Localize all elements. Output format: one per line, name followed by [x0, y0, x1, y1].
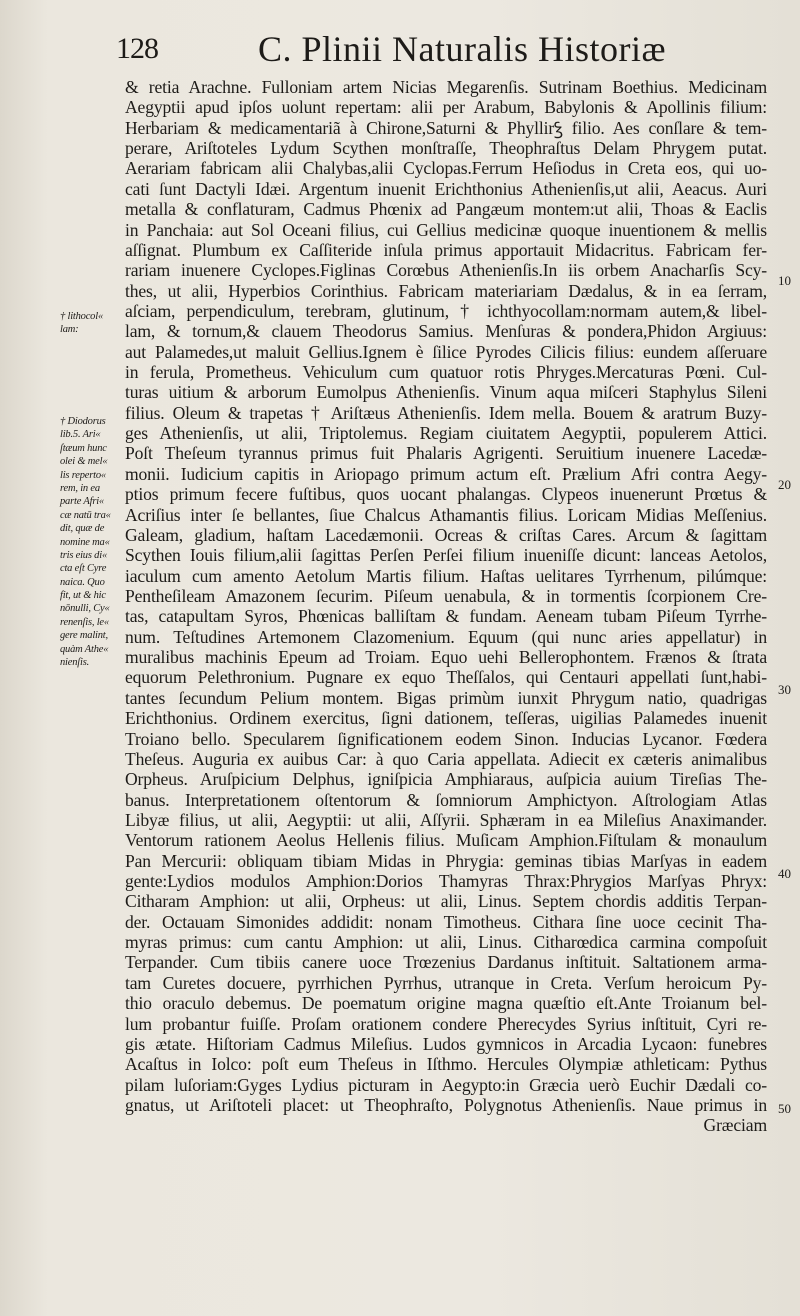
text-line: gente:Lydios modulos Amphion:Dorios Thamyras Thrax:Phrygios Marſyas Phryx:	[125, 871, 767, 892]
text-line: muralibus machinis Epeum ad Troiam. Equo uehi Bellerophontem. Frænos & ſtrata	[125, 647, 767, 668]
text-line: Pan Mercurii: obliquam tibiam Midas in Phrygia: geminas tibias Marſyas in eadem	[125, 850, 767, 871]
running-title: C. Plinii Naturalis Historiæ	[258, 29, 667, 69]
text-line: tantes ſecundum Pelium montem. Bigas primùm iunxit Phrygum natio, quadrigas	[125, 687, 767, 708]
text-line: Acaſtus in Iolco: poſt eum Theſeus in Iſthmo. Hercules Olympiæ athleticam: Pythus	[125, 1054, 767, 1075]
margin-note-line: olei & mel«	[60, 456, 108, 468]
margin-note-line: dit, quæ de	[60, 523, 105, 535]
text-line: turas uitium & arborum Eumolpus Athenienſis. Vinum aqua miſceri Staphylus Sileni	[125, 382, 767, 403]
margin-note-line: quàm Athe«	[60, 643, 109, 655]
margin-note-line: lis reperto«	[60, 469, 106, 481]
text-line: num. Teſtudines Artemonem Clazomenium. Equum (qui nunc aries appellatur) in	[125, 626, 767, 647]
text-line: Galeam, gladium, haſtam Lacedæmonii. Ocreas & criſtas Cares. Arcum & ſagittam	[125, 524, 767, 545]
text-line: Citharam Amphion: ut alii, Orpheus: ut alii, Linus. Septem chordis additis Terpan-	[125, 891, 767, 912]
text-line: in Panchaia: aut Sol Oceani filius, cui Gellius medicinæ quoque inuentionem & mellis	[125, 219, 767, 240]
margin-note-line: nōnulli, Cy«	[60, 603, 110, 615]
text-line: Acriſius inter ſe bellantes, ſiue Chalcus Athamantis filius. Loricam Midias Meſſenius.	[125, 504, 767, 525]
text-line: Terpander. Cum tibiis canere uoce Trœzenius Dardanus inſtituit. Saltationem arma-	[125, 952, 767, 973]
text-line: Libyæ filius, ut alii, Aegyptii: ut alii, Aſſyrii. Sphæram in ea Mileſius Anaximander.	[125, 809, 767, 830]
text-line: pilam luſoriam:Gyges Lydius picturam in Aegypto:in Græcia uerò Euchir Dædali co-	[125, 1074, 767, 1095]
margin-note-line: lam:	[60, 324, 79, 336]
margin-note-line: cta eſt Cyre	[60, 563, 107, 575]
text-line: Troiano bello. Specularem ſignificationem eodem Sinon. Inducias Lycanor. Fœdera	[125, 728, 767, 749]
margin-note	[60, 415, 122, 669]
page-number: 128	[116, 32, 158, 65]
line-number: 30	[778, 682, 791, 697]
text-line: Theſeus. Auguria ex auibus Car: à quo Caria appellata. Adiecit ex cæteris animalibus	[125, 748, 767, 769]
text-line: thes, ut alii, Hyperbios Corinthius. Fabricam materiariam Dædalus, & in ea ſerram,	[125, 280, 767, 301]
margin-note-line: lib.5. Ari«	[60, 429, 101, 441]
text-line: Pentheſileam Amazonem ſecurim. Piſeum uenabula, & in tormentis ſcorpionem Cre-	[125, 585, 767, 606]
margin-note-line: fit, ut & hic	[60, 590, 106, 602]
text-line: Poſt Theſeum tyrannus primus fuit Phalaris Agrigenti. Seruitium inuenere Lacedæ-	[125, 443, 767, 464]
text-line: lum probantur fuiſſe. Proſam orationem condere Pherecydes Syrius inſtituit, Cyri re-	[125, 1013, 767, 1034]
text-line: Herbariam & medicamentariã à Chirone,Saturni & Phyllirꝣ filio. Aes conſlare & tem-	[125, 117, 767, 138]
body-text	[125, 77, 767, 1136]
margin-note-line: † lithocol«	[60, 311, 104, 322]
text-line: Scythen Iouis filium,alii ſagittas Perſen Perſei filium inueniſſe dicunt: lanceas Aetolos,	[125, 545, 767, 566]
text-line: ges Athenienſis, ut alii, Triptolemus. Regiam ciuitatem Aegyptii, populerem Attici.	[125, 423, 767, 444]
text-line: metalla & conflaturam, Cadmus Phœnix ad Pangæum montem:ut alii, Thoas & Eaclis	[125, 199, 767, 220]
line-number: 50	[778, 1101, 791, 1116]
text-line: thio oraculo debemus. De poematum origine magna quæſtio eſt.Ante Troianum bel-	[125, 993, 767, 1014]
margin-note-line: gere malint,	[60, 630, 108, 642]
text-line: Aegyptii apud ipſos uolunt repertam: alii per Arabum, Babylonis & Apollinis filium:	[125, 97, 767, 118]
text-line: filius. Oleum & trapetas † Ariſtæus Athenienſis. Idem mella. Bouem & aratrum Buzy-	[125, 402, 767, 423]
text-line: der. Octauam Simonides addidit: nonam Timotheus. Cithara ſine uoce cecinit Tha-	[125, 911, 767, 932]
text-line: lam, & tornum,& clauem Theodorus Samius. Menſuras & pondera,Phidon Argiuus:	[125, 321, 767, 342]
margin-note	[60, 310, 122, 337]
text-line: in ferula, Prometheus. Vehiculum cum quatuor rotis Phryges.Mercaturas Pœni. Cul-	[125, 362, 767, 383]
line-number: 10	[778, 273, 791, 288]
line-number: 40	[778, 866, 791, 881]
margin-note-line: renenſis, le«	[60, 616, 109, 628]
text-line: ptios primum fecere fuſtibus, quos uocant phalangas. Clypeos inuenerunt Prœtus &	[125, 484, 767, 505]
margin-note-line: ſtæum hunc	[60, 442, 107, 454]
text-line: Ventorum rationem Aeolus Hellenis filius. Muſicam Amphion.Fiſtulam & monaulum	[125, 830, 767, 851]
line-number: 20	[778, 477, 791, 492]
margin-note-line: cæ natū tra«	[60, 509, 111, 521]
margin-note-line: parte Afri«	[60, 496, 104, 508]
text-line: aſciam, perpendiculum, terebram, glutinum, † ichthyocollam:normam autem,& libel-	[125, 300, 767, 321]
text-line: aut Palamedes,ut maluit Gellius.Ignem è ſilice Pyrodes Cilicis filius: eundem aſſeruare	[125, 341, 767, 362]
margin-note-line: † Diodorus	[60, 416, 106, 427]
margin-note-line: nomine ma«	[60, 536, 110, 548]
margin-note-line: naica. Quo	[60, 576, 105, 588]
text-line: monii. Iudicium capitis in Ariopago primum actum eſt. Prælium Afri contra Aegy-	[125, 463, 767, 484]
text-line: perare, Ariſtoteles Lydum Scythen monſtraſſe, Theophraſtus Delam Phrygem putat.	[125, 138, 767, 159]
text-line: & retia Arachne. Fulloniam artem Nicias Megarenſis. Sutrinam Boethius. Medicinam	[125, 77, 767, 97]
text-line: Græciam	[703, 1115, 767, 1136]
text-line: aſſignat. Plumbum ex Caſſiteride inſula primus apportauit Midacritus. Fabricam fer-	[125, 239, 767, 260]
text-line: rariam inuenere Cyclopes.Figlinas Corœbus Athenienſis.In iis orbem Anacharſis Scy-	[125, 260, 767, 281]
text-line: equorum Pelethronium. Pugnare ex equo Theſſalos, qui Centauri appellati ſunt,habi-	[125, 667, 767, 688]
margin-note-line: rem, in ea	[60, 482, 100, 494]
text-line: gnatus, ut Ariſtoteli placet: ut Theophraſto, Polygnotus Athenienſis. Naue primus in	[125, 1094, 767, 1115]
text-line: iaculum cum amento Aetolum Martis filium. Haſtas uelitares Tyrrhenum, pilúmque:	[125, 565, 767, 586]
text-line: Aerariam fabricam alii Chalybas,alii Cyclopas.Ferrum Heſiodus in Creta eos, qui uo-	[125, 158, 767, 179]
text-line: banus. Interpretationem oſtentorum & ſomniorum Amphictyon. Aſtrologiam Atlas	[125, 789, 767, 810]
text-line: tas, catapultam Syros, Phœnicas balliſtam & fundam. Aeneam tubam Piſeum Tyrrhe-	[125, 606, 767, 627]
text-line: Erichthonius. Ordinem exercitus, ſigni dationem, teſſeras, uigilias Palamedes inuenit	[125, 708, 767, 729]
text-line: gis ætate. Hiſtoriam Cadmus Mileſius. Ludos gymnicos in Arcadia Lycaon: funebres	[125, 1033, 767, 1054]
margin-note-line: tris eius di«	[60, 549, 107, 561]
text-line: Orpheus. Aruſpicium Delphus, igniſpicia Amphiaraus, auſpicia auium Tireſias The-	[125, 769, 767, 790]
text-line: cati ſunt Dactyli Idæi. Argentum inuenit Erichthonius Athenienſis,ut alii, Aeacus. Auri	[125, 178, 767, 199]
text-line: tam Curetes docuere, pyrrhichen Pyrrhus, utranque in Creta. Verſum heroicum Py-	[125, 972, 767, 993]
page-header	[0, 26, 800, 76]
margin-note-line: nienſis.	[60, 657, 90, 669]
text-line: myras primus: cum cantu Amphion: ut alii, Linus. Citharœdica carmina compoſuit	[125, 932, 767, 953]
